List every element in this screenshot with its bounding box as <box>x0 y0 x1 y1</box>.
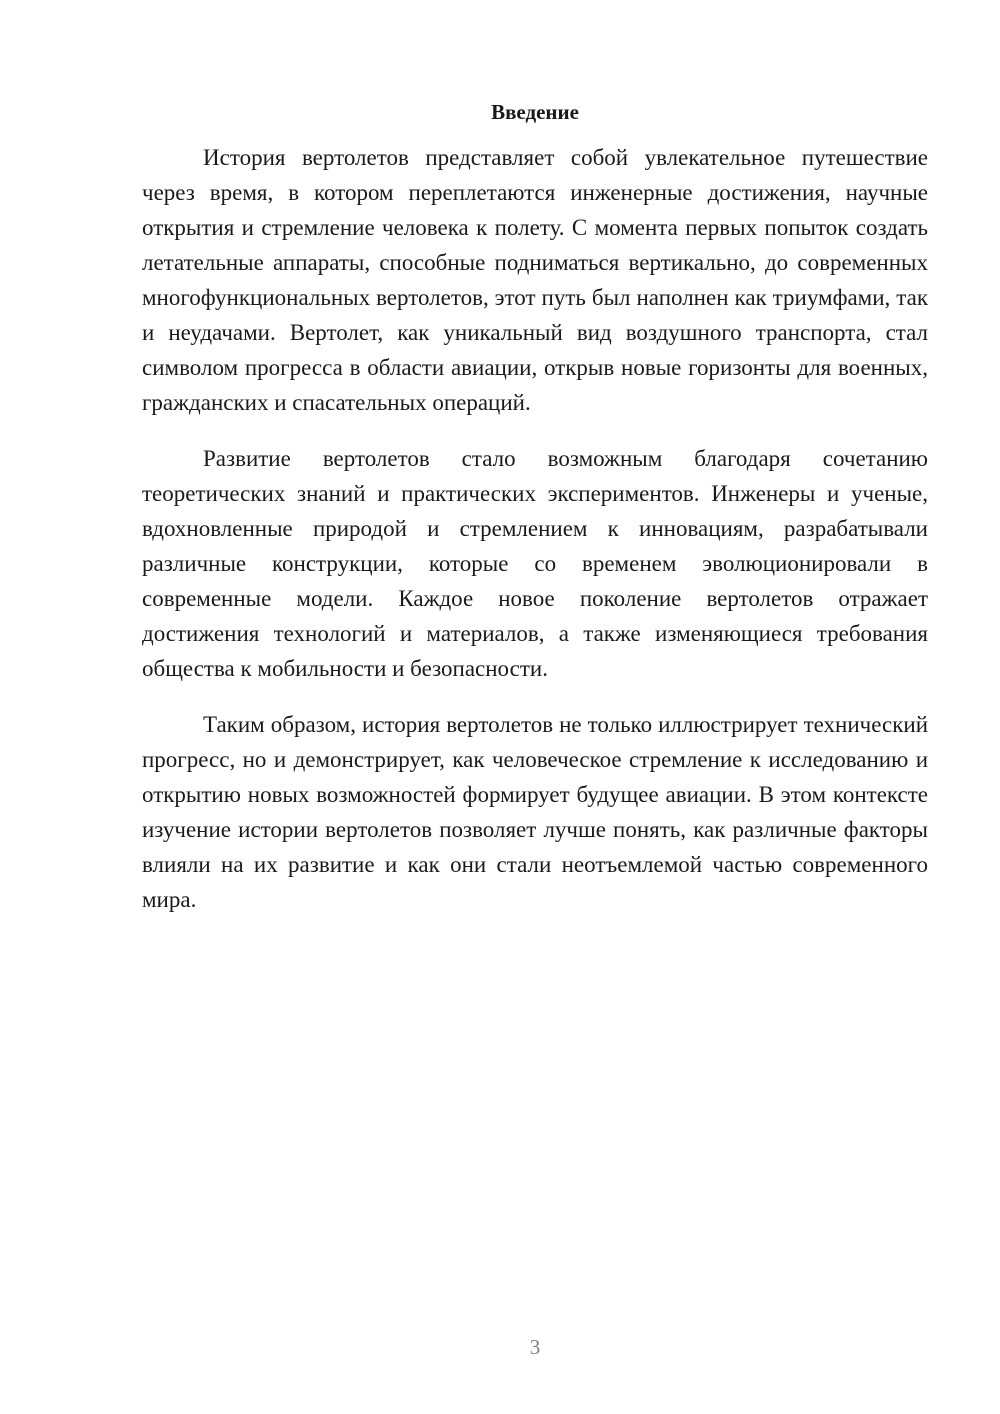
page-number: 3 <box>529 1335 541 1359</box>
paragraph: История вертолетов представляет собой увлекательное путешествие через время, в котором переплетаются инженерные достижения, научные открытия и стремление человека к полету. С момента первых попыток создать летательные аппараты, способные подниматься вертикально, до современных многофункциональных вертолетов, этот путь был наполнен как триумфами, так и неудачами. Вертолет, как уникальный вид воздушного транспорта, стал символом прогресса в области авиации, открыв новые горизонты для военных, гражданских и спасательных операций. <box>142 145 928 415</box>
paragraph: Развитие вертолетов стало возможным благодаря сочетанию теоретических знаний и практических экспериментов. Инженеры и ученые, вдохновленные природой и стремлением к инновациям, разрабатывали различные конструкции, которые со временем эволюционировали в современные модели. Каждое новое поколение вертолетов отражает достижения технологий и материалов, а также изменяющиеся требования общества к мобильности и безопасности. <box>142 446 928 681</box>
section-heading: Введение <box>491 100 579 124</box>
body-text <box>142 140 928 938</box>
paragraph: Таким образом, история вертолетов не только иллюстрирует технический прогресс, но и демонстрирует, как человеческое стремление к исследованию и открытию новых возможностей формирует будущее авиации. В этом контексте изучение истории вертолетов позволяет лучше понять, как различные факторы влияли на их развитие и как они стали неотъемлемой частью современного мира. <box>142 712 928 912</box>
